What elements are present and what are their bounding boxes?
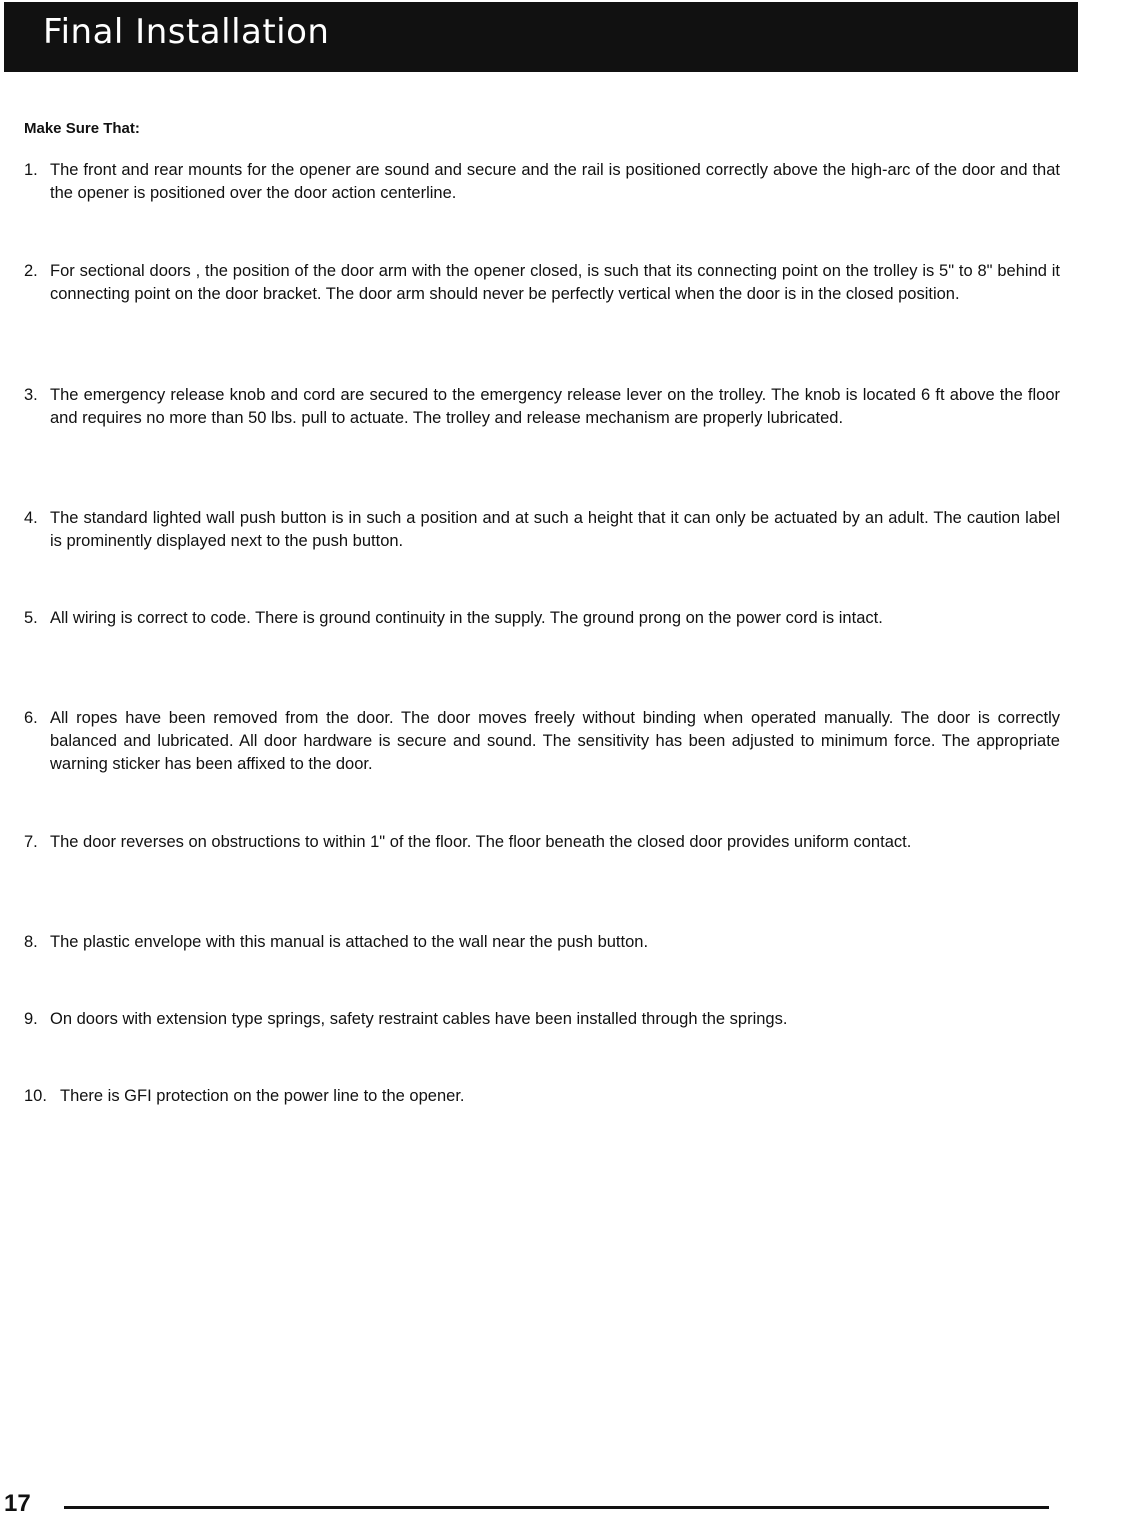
list-item-text: All ropes have been removed from the door. The door moves freely without binding when operated manually. The door is correctly balanced and lubricated. All door hardware is secure and sound. The sensitivity has been adjusted to minimum force. The appropriate warning sticker has been affixed to the door. [50,709,1060,773]
list-item-text: The front and rear mounts for the opener are sound and secure and the rail is positioned correctly above the high-arc of the door and that the opener is positioned over the door action centerline. [50,161,1060,202]
list-item-number: 1. [24,161,38,179]
list-item-number: 6. [24,709,38,727]
list-item-number: 5. [24,609,38,627]
page-number: 17 [4,1490,31,1517]
list-item-number: 8. [24,933,38,951]
list-item [24,931,1060,954]
list-item [24,384,1060,430]
list-item [24,159,1060,205]
footer-divider [64,1506,1049,1509]
list-item-text: The plastic envelope with this manual is attached to the wall near the push button. [50,933,649,951]
list-item [24,707,1060,776]
list-item-number: 9. [24,1010,38,1028]
page-title: Final Installation [43,12,330,52]
list-item-number: 2. [24,262,38,280]
list-item [24,507,1060,553]
list-item-number: 3. [24,386,38,404]
header-bar [4,2,1078,72]
list-item-text: For sectional doors , the position of the door arm with the opener closed, is such that its connecting point on the trolley is 5" to 8" behind it connecting point on the door bracket. The door arm should never be perfectly vertical when the door is in the closed position. [50,262,1060,303]
list-item [24,831,1060,854]
list-item-text: The standard lighted wall push button is in such a position and at such a height that it can only be actuated by an adult. The caution label is prominently displayed next to the push button. [50,509,1060,550]
list-item-text: All wiring is correct to code. There is ground continuity in the supply. The ground prong on the power cord is intact. [50,609,883,627]
list-item-number: 4. [24,509,38,527]
list-item [24,607,1060,630]
list-item [24,260,1060,306]
list-item-number: 7. [24,833,38,851]
list-item-text: The door reverses on obstructions to within 1" of the floor. The floor beneath the closed door provides uniform contact. [50,833,912,851]
list-item-text: On doors with extension type springs, safety restraint cables have been installed through the springs. [50,1010,788,1028]
list-item [24,1008,1060,1031]
list-item-number: 10. [24,1087,47,1105]
section-subheading: Make Sure That: [24,120,140,137]
list-item-text: The emergency release knob and cord are secured to the emergency release lever on the trolley. The knob is located 6 ft above the floor and requires no more than 50 lbs. pull to actuate. The trolley and release mechanism are properly lubricated. [50,386,1060,427]
list-item [24,1085,1060,1108]
list-item-text: There is GFI protection on the power line to the opener. [60,1087,465,1105]
